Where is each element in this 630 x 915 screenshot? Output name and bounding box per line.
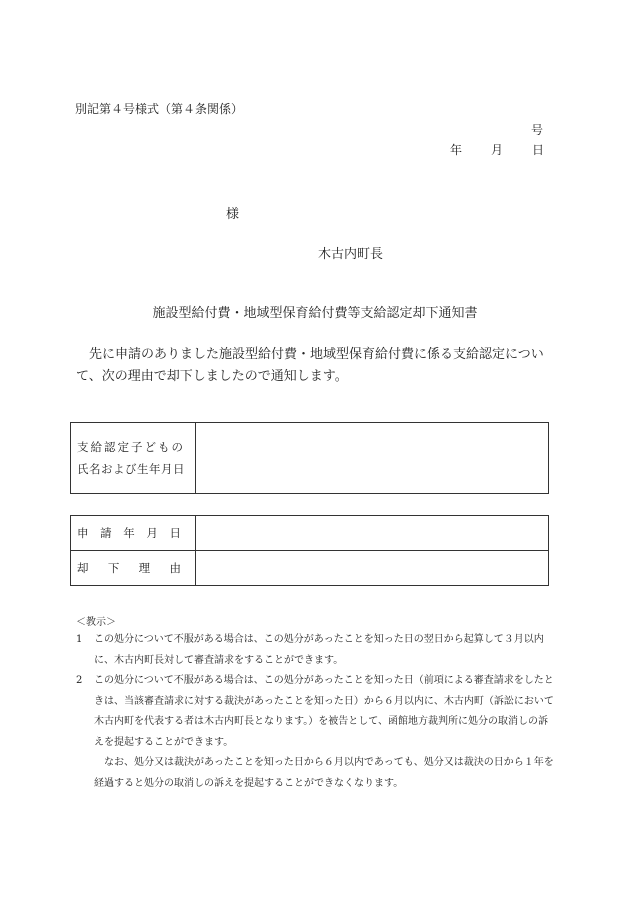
table-row	[71, 551, 549, 586]
list-item: 1 この処分について不服がある場合は、この処分があったことを知った日の翌日から起算して３月以内に、木古内町長対して審査請求をすることができます。	[76, 634, 544, 666]
list-item: 2 この処分について不服がある場合は、この処分があったことを知った日（前項による審査請求をしたときは、当該審査請求に対する裁決があったことを知った日）から６月以内に、木古内町（訴訟において木古内町を代表する者は木古内町長となります。）を被告として、函館地方裁判所に処分の取消しの訴えを提起することができます。	[76, 675, 554, 748]
instruction-heading: ＜教示＞	[76, 617, 116, 628]
table-row	[71, 423, 549, 494]
date-month: 月	[491, 143, 504, 157]
application-table	[70, 515, 549, 586]
date-day: 日	[532, 143, 545, 157]
document-title: 施設型給付費・地域型保育給付費等支給認定却下通知書	[152, 306, 478, 321]
form-label: 別記第４号様式（第４条関係）	[75, 102, 244, 116]
instruction-notes	[76, 630, 556, 794]
rejection-reason-value	[196, 551, 549, 586]
issuer: 木古内町長	[318, 247, 384, 262]
number-mark: 号	[531, 123, 544, 137]
body-text: 先に申請のありました施設型給付費・地域型保育給付費に係る支給認定について、次の理由で却下しましたので通知します。	[76, 347, 544, 384]
date-year: 年	[450, 143, 463, 157]
rejection-reason-label: 却 下 理 由	[71, 551, 196, 586]
addressee-honorific: 様	[226, 207, 240, 222]
instruction-note: なお、処分又は裁決があったことを知った日から６月以内であっても、処分又は裁決の日から１年を経過すると処分の取消しの訴えを提起することができなくなります。	[94, 757, 554, 789]
table-row	[71, 516, 549, 551]
application-date-label: 申 請 年 月 日	[71, 516, 196, 551]
child-info-table	[70, 422, 549, 494]
child-info-value	[196, 423, 549, 494]
child-info-label: 支給認定子どもの 氏名および生年月日	[71, 423, 196, 494]
application-date-value	[196, 516, 549, 551]
